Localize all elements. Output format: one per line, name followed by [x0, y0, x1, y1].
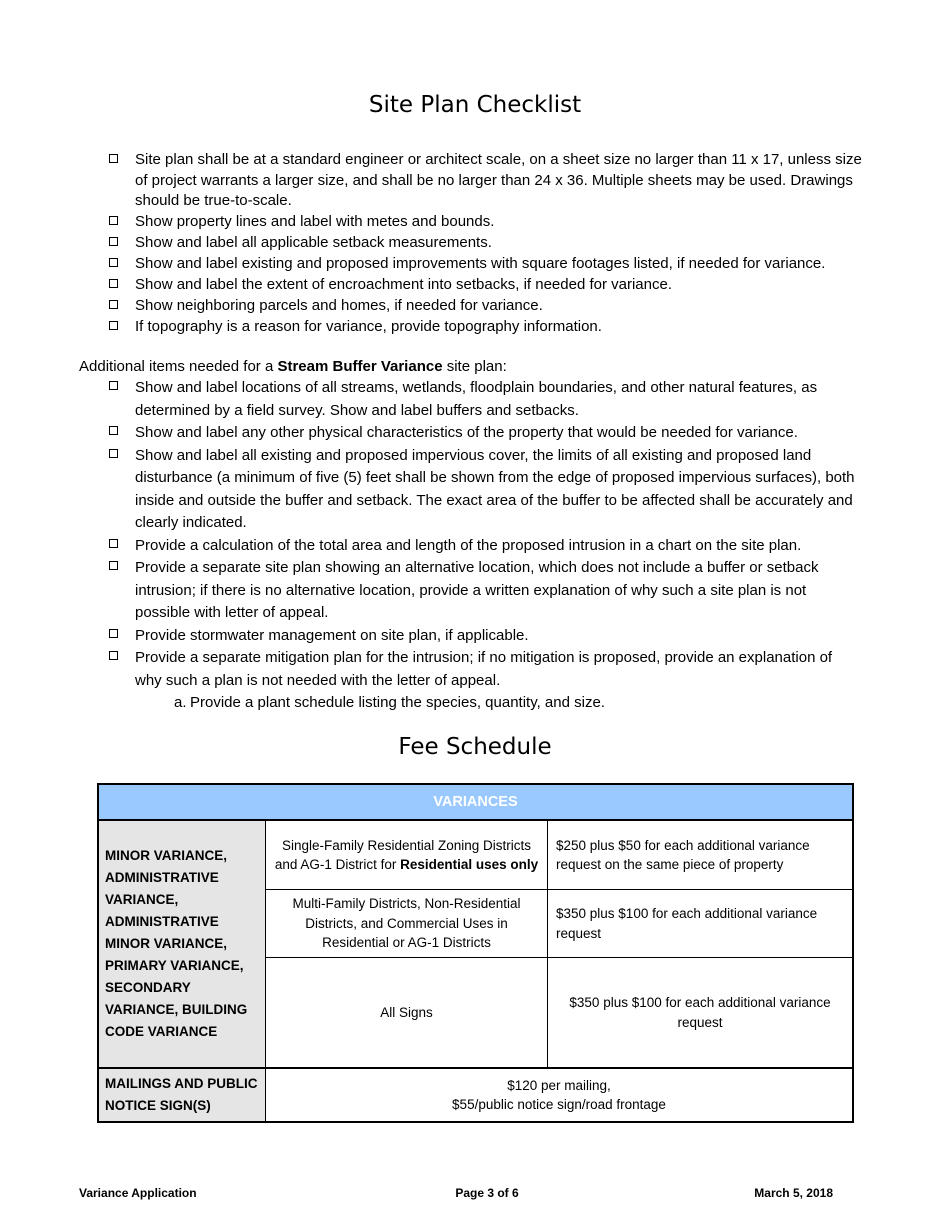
checkbox-icon[interactable]: [109, 449, 118, 458]
checkbox-icon[interactable]: [109, 381, 118, 390]
subitem-marker: a.: [174, 694, 187, 711]
fee-amount-cell: $350 plus $100 for each additional variance request: [548, 958, 854, 1069]
variance-category-cell: MINOR VARIANCE, ADMINISTRATIVE VARIANCE, ADMINISTRATIVE MINOR VARIANCE, PRIMARY VARIANCE, SECONDARY VARIANCE, BUILDING CODE VARIANCE: [98, 820, 266, 1068]
checkbox-icon[interactable]: [109, 651, 118, 660]
checklist-item-text: Provide stormwater management on site plan, if applicable.: [135, 626, 529, 644]
checklist-item-text: Show and label any other physical characteristics of the property that would be needed for variance.: [135, 424, 798, 441]
footer-date: March 5, 2018: [754, 1186, 833, 1200]
footer-document-name: Variance Application: [79, 1186, 197, 1200]
checklist-item: [107, 445, 862, 535]
checkbox-icon[interactable]: [109, 300, 118, 309]
mailing-fee-cell: $120 per mailing, $55/public notice sign/road frontage: [266, 1068, 854, 1122]
checklist-item: [107, 557, 862, 625]
variances-header: VARIANCES: [98, 784, 853, 820]
checklist-item-text: If topography is a reason for variance, provide topography information.: [135, 318, 602, 335]
checklist-item: [107, 422, 862, 445]
district-description-cell: Multi-Family Districts, Non-Residential Districts, and Commercial Uses in Residential or AG-1 Districts: [266, 890, 548, 958]
mailing-category-cell: MAILINGS AND PUBLIC NOTICE SIGN(S): [98, 1068, 266, 1122]
district-description-cell: Single-Family Residential Zoning Districts and AG-1 District for Residential uses only: [266, 820, 548, 890]
table-row: [98, 1068, 853, 1122]
checkbox-icon[interactable]: [109, 154, 118, 163]
fee-table: [97, 783, 854, 1123]
checklist-item: [107, 150, 862, 212]
checkbox-icon[interactable]: [109, 237, 118, 246]
site-plan-checklist: [107, 150, 862, 338]
checklist-item-text: Provide a calculation of the total area and length of the proposed intrusion in a chart on the site plan.: [135, 536, 802, 554]
checklist-item: [107, 212, 862, 233]
checklist-item-text: Show property lines and label with metes and bounds.: [135, 213, 495, 230]
checkbox-icon[interactable]: [109, 629, 118, 638]
checkbox-icon[interactable]: [109, 258, 118, 267]
subitem-text: Provide a plant schedule listing the species, quantity, and size.: [190, 694, 605, 711]
plant-schedule-subitem: [174, 692, 605, 714]
checklist-item: [107, 535, 862, 558]
checklist-item-text: Site plan shall be at a standard engineer or architect scale, on a sheet size no larger than 11 x 17, unless size of project warrants a larger size, and shall be no larger than 24 x 36. Multiple sheets may be used. Drawings should be true-to-scale.: [135, 151, 862, 209]
checklist-item-text: Show and label all applicable setback measurements.: [135, 234, 492, 251]
checklist-item-text: Show neighboring parcels and homes, if needed for variance.: [135, 297, 543, 314]
stream-buffer-checklist: [107, 377, 862, 692]
fee-amount-cell: $350 plus $100 for each additional variance request: [548, 890, 854, 958]
table-row: [98, 820, 853, 890]
checklist-item: [107, 275, 862, 296]
district-description-cell: All Signs: [266, 958, 548, 1069]
checkbox-icon[interactable]: [109, 561, 118, 570]
checklist-item: [107, 233, 862, 254]
stream-buffer-variance-label: Stream Buffer Variance: [277, 358, 443, 375]
checkbox-icon[interactable]: [109, 216, 118, 225]
fee-schedule-title: Fee Schedule: [398, 734, 552, 760]
checkbox-icon[interactable]: [109, 321, 118, 330]
checklist-item: [107, 254, 862, 275]
checklist-item-text: Show and label all existing and proposed impervious cover, the limits of all existing and proposed land disturbance (a minimum of five (5) feet shall be shown from the edge of proposed impervious surfaces), both inside and outside the buffer and setback. The exact area of the buffer to be affected shall be accurately and clearly indicated.: [135, 446, 855, 531]
checklist-item: [107, 625, 862, 648]
page-title: Site Plan Checklist: [368, 92, 582, 118]
checklist-item: [107, 317, 862, 338]
checklist-item: [107, 296, 862, 317]
checkbox-icon[interactable]: [109, 426, 118, 435]
checklist-item-text: Show and label locations of all streams, wetlands, floodplain boundaries, and other natural features, as determined by a field survey. Show and label buffers and setbacks.: [135, 379, 818, 419]
checklist-item-text: Provide a separate site plan showing an alternative location, which does not include a buffer or setback intrusion; if there is no alternative location, provide a written explanation of why such a site plan is not possible with letter of appeal.: [135, 559, 819, 621]
checklist-item-text: Show and label existing and proposed improvements with square footages listed, if needed for variance.: [135, 255, 826, 272]
checklist-item-text: Show and label the extent of encroachment into setbacks, if needed for variance.: [135, 276, 672, 293]
stream-buffer-intro: Additional items needed for a Stream Buffer Variance site plan:: [79, 358, 507, 375]
fee-amount-cell: $250 plus $50 for each additional variance request on the same piece of property: [548, 820, 854, 890]
checkbox-icon[interactable]: [109, 539, 118, 548]
footer-page-number: Page 3 of 6: [455, 1186, 519, 1200]
checklist-item: [107, 377, 862, 422]
checklist-item-text: Provide a separate mitigation plan for the intrusion; if no mitigation is proposed, provide an explanation of why such a plan is not needed with the letter of appeal.: [135, 649, 833, 689]
checkbox-icon[interactable]: [109, 279, 118, 288]
checklist-item: [107, 647, 862, 692]
